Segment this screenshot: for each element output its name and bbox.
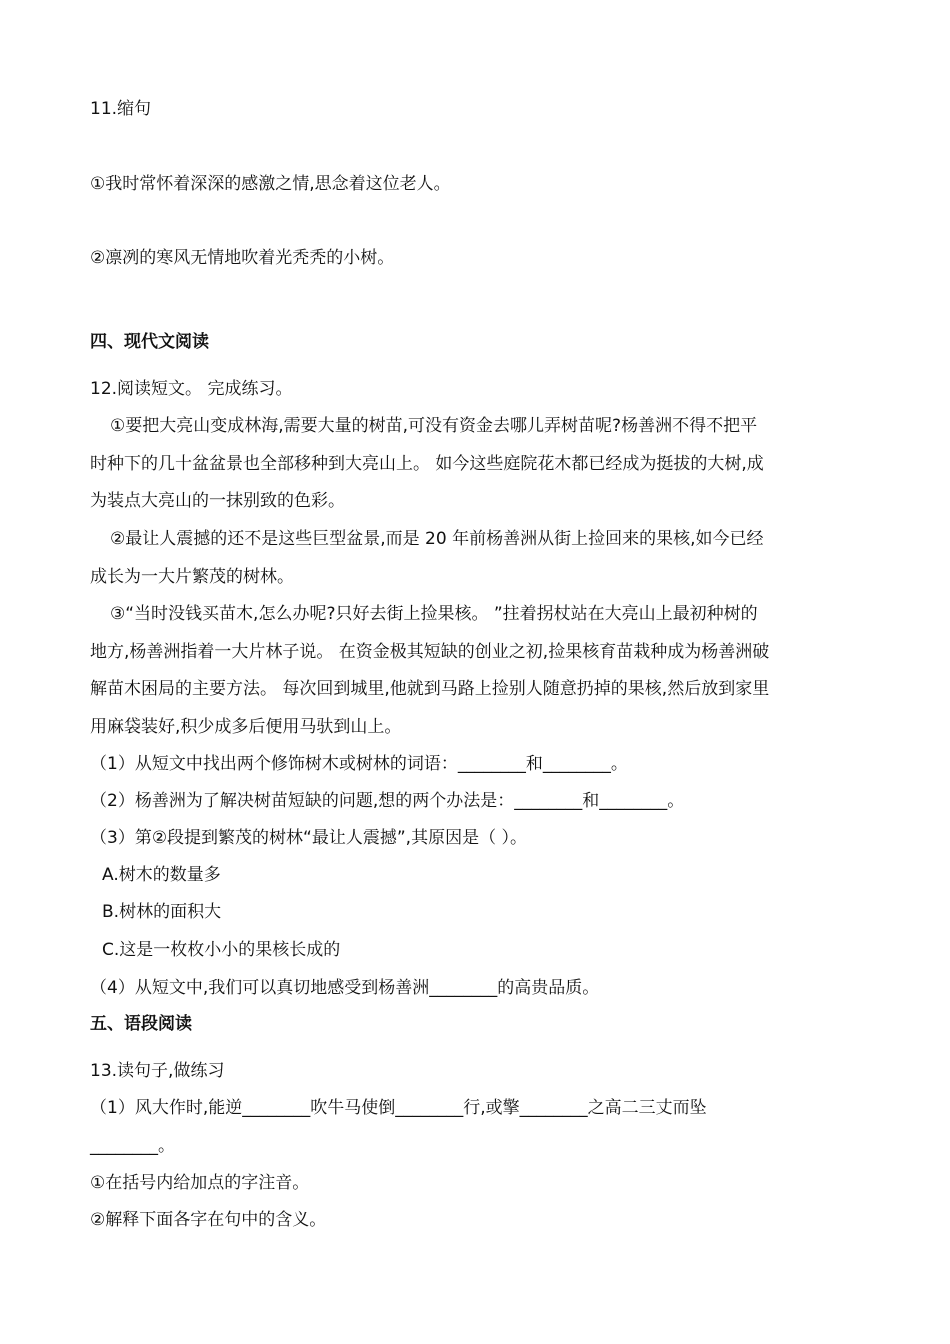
q11-sentence-2: ②凛冽的寒风无情地吹着光秃秃的小树。 — [90, 248, 395, 268]
q13-title: 13.读句子,做练习 — [90, 1061, 225, 1081]
q12-sub-question-4: （4）从短文中,我们可以真切地感受到杨善洲________的高贵品质。 — [90, 978, 600, 998]
q12-paragraph-1-line-3: 为装点大亮山的一抹别致的色彩。 — [90, 491, 345, 511]
q13-instruction-2: ②解释下面各字在句中的含义。 — [90, 1210, 327, 1230]
q13-sub-question-1-line-2: ________。 — [90, 1136, 175, 1156]
q12-option-b: B.树林的面积大 — [102, 902, 222, 922]
section-4-heading: 四、现代文阅读 — [90, 332, 209, 352]
q13-instruction-1: ①在括号内给加点的字注音。 — [90, 1173, 310, 1193]
section-5-heading: 五、语段阅读 — [90, 1014, 192, 1034]
q12-paragraph-3-line-3: 解苗木困局的主要方法。 每次回到城里,他就到马路上捡别人随意扔掉的果核,然后放到家里 — [90, 679, 770, 699]
q13-sub-question-1-line-1: （1）风大作时,能逆________吹牛马使倒________行,或擎________之高二三丈而坠 — [90, 1098, 707, 1118]
q12-sub-question-2: （2）杨善洲为了解决树苗短缺的问题,想的两个办法是：________和________。 — [90, 791, 685, 811]
q12-title: 12.阅读短文。 完成练习。 — [90, 379, 293, 399]
q12-paragraph-2-line-2: 成长为一大片繁茂的树林。 — [90, 567, 294, 587]
q12-paragraph-3-line-2: 地方,杨善洲指着一大片林子说。 在资金极其短缺的创业之初,捡果核育苗栽种成为杨善洲破 — [90, 642, 770, 662]
q12-sub-question-3: （3）第②段提到繁茂的树林“最让人震撼”,其原因是（ ）。 — [90, 828, 527, 848]
q12-option-c: C.这是一枚枚小小的果核长成的 — [102, 940, 341, 960]
q11-sentence-1: ①我时常怀着深深的感激之情,思念着这位老人。 — [90, 174, 451, 194]
q12-paragraph-1-line-1: ①要把大亮山变成林海,需要大量的树苗,可没有资金去哪儿弄树苗呢?杨善洲不得不把平 — [110, 416, 758, 436]
q12-option-a: A.树木的数量多 — [102, 865, 221, 885]
q12-sub-question-1: （1）从短文中找出两个修饰树木或树林的词语：________和________。 — [90, 754, 628, 774]
q12-paragraph-3-line-1: ③“当时没钱买苗木,怎么办呢?只好去街上捡果核。 ”拄着拐杖站在大亮山上最初种树的 — [110, 604, 758, 624]
q12-paragraph-1-line-2: 时种下的几十盆盆景也全部移种到大亮山上。 如今这些庭院花木都已经成为挺拔的大树,成 — [90, 454, 764, 474]
q12-paragraph-2-line-1: ②最让人震撼的还不是这些巨型盆景,而是 20 年前杨善洲从街上捡回来的果核,如今已经 — [110, 529, 764, 549]
q11-title: 11.缩句 — [90, 99, 152, 119]
q12-paragraph-3-line-4: 用麻袋装好,积少成多后便用马驮到山上。 — [90, 717, 402, 737]
